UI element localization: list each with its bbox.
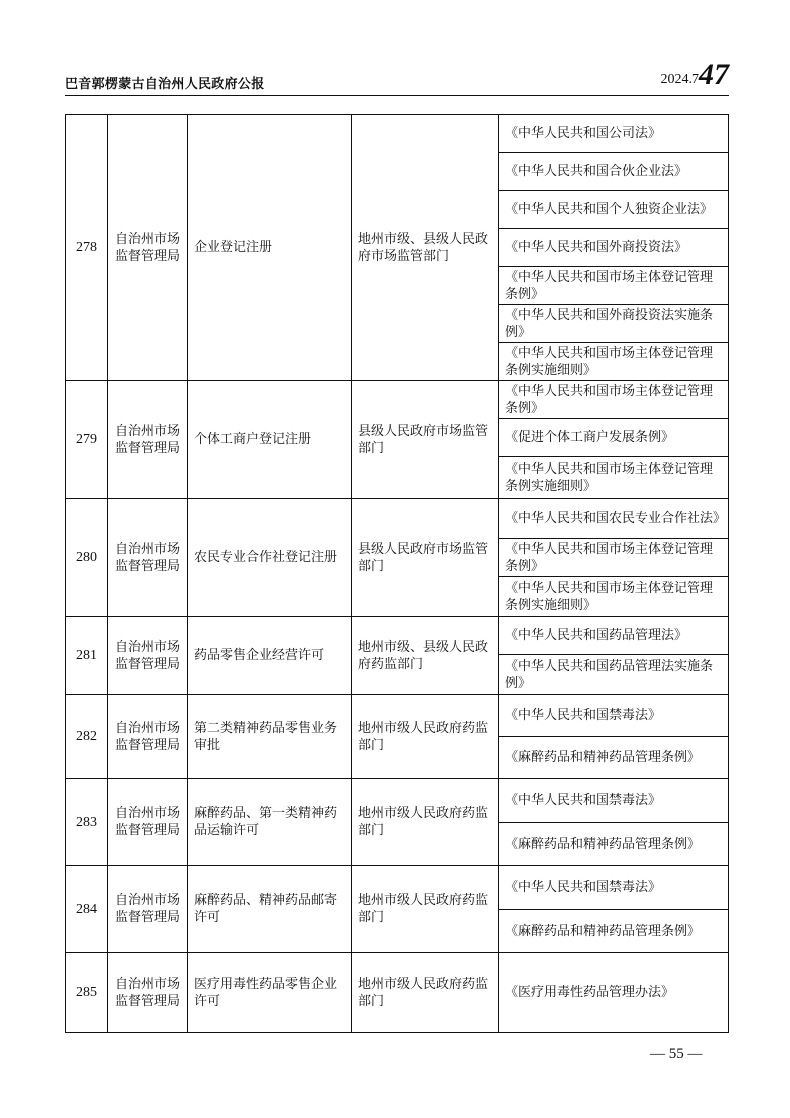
issue-date: 2024.7	[660, 72, 699, 87]
row-number: 279	[66, 381, 108, 499]
approval-item: 第二类精神药品零售业务审批	[188, 695, 352, 779]
legal-basis: 《中华人民共和国市场主体登记管理条例实施细则》	[499, 457, 729, 499]
row-number: 284	[66, 866, 108, 953]
table-row	[66, 115, 729, 153]
legal-basis: 《中华人民共和国市场主体登记管理条例》	[499, 381, 729, 419]
row-number: 285	[66, 953, 108, 1033]
row-number: 283	[66, 779, 108, 866]
table-row	[66, 381, 729, 419]
legal-basis: 《医疗用毒性药品管理办法》	[499, 953, 729, 1033]
table-row	[66, 499, 729, 539]
legal-basis: 《中华人民共和国公司法》	[499, 115, 729, 153]
bulletin-title: 巴音郭楞蒙古自治州人民政府公报	[65, 77, 265, 92]
implementing-body: 县级人民政府市场监管部门	[352, 381, 499, 499]
department: 自治州市场监督管理局	[108, 617, 188, 695]
department: 自治州市场监督管理局	[108, 866, 188, 953]
issue-number: 47	[699, 58, 729, 91]
department: 自治州市场监督管理局	[108, 115, 188, 381]
department: 自治州市场监督管理局	[108, 695, 188, 779]
department: 自治州市场监督管理局	[108, 779, 188, 866]
implementing-body: 地州市级、县级人民政府药监部门	[352, 617, 499, 695]
legal-basis: 《中华人民共和国禁毒法》	[499, 866, 729, 910]
department: 自治州市场监督管理局	[108, 953, 188, 1033]
page-header	[65, 58, 729, 94]
legal-basis: 《中华人民共和国合伙企业法》	[499, 153, 729, 191]
implementing-body: 地州市级人民政府药监部门	[352, 953, 499, 1033]
row-number: 281	[66, 617, 108, 695]
legal-basis: 《中华人民共和国市场主体登记管理条例实施细则》	[499, 343, 729, 381]
legal-basis: 《麻醉药品和精神药品管理条例》	[499, 823, 729, 866]
legal-basis: 《中华人民共和国市场主体登记管理条例实施细则》	[499, 577, 729, 617]
header-divider	[65, 95, 729, 96]
legal-basis: 《中华人民共和国市场主体登记管理条例》	[499, 539, 729, 577]
legal-basis: 《中华人民共和国禁毒法》	[499, 695, 729, 737]
legal-basis: 《中华人民共和国禁毒法》	[499, 779, 729, 823]
legal-basis: 《麻醉药品和精神药品管理条例》	[499, 737, 729, 779]
table-row	[66, 779, 729, 823]
implementing-body: 地州市级人民政府药监部门	[352, 866, 499, 953]
legal-basis: 《中华人民共和国药品管理法实施条例》	[499, 655, 729, 695]
approval-items-table	[65, 114, 729, 1033]
legal-basis: 《中华人民共和国外商投资法实施条例》	[499, 305, 729, 343]
implementing-body: 地州市级、县级人民政府市场监管部门	[352, 115, 499, 381]
table-row	[66, 617, 729, 655]
approval-item: 麻醉药品、精神药品邮寄许可	[188, 866, 352, 953]
approval-item: 农民专业合作社登记注册	[188, 499, 352, 617]
legal-basis: 《中华人民共和国农民专业合作社法》	[499, 499, 729, 539]
department: 自治州市场监督管理局	[108, 499, 188, 617]
table-row	[66, 695, 729, 737]
page-number: — 55 —	[650, 1046, 703, 1062]
implementing-body: 地州市级人民政府药监部门	[352, 779, 499, 866]
approval-item: 个体工商户登记注册	[188, 381, 352, 499]
approval-item: 企业登记注册	[188, 115, 352, 381]
legal-basis: 《中华人民共和国市场主体登记管理条例》	[499, 267, 729, 305]
implementing-body: 县级人民政府市场监管部门	[352, 499, 499, 617]
department: 自治州市场监督管理局	[108, 381, 188, 499]
legal-basis: 《中华人民共和国外商投资法》	[499, 229, 729, 267]
legal-basis: 《中华人民共和国药品管理法》	[499, 617, 729, 655]
legal-basis: 《麻醉药品和精神药品管理条例》	[499, 910, 729, 953]
legal-basis: 《中华人民共和国个人独资企业法》	[499, 191, 729, 229]
row-number: 278	[66, 115, 108, 381]
table-row	[66, 953, 729, 1033]
row-number: 282	[66, 695, 108, 779]
table-row	[66, 866, 729, 910]
legal-basis: 《促进个体工商户发展条例》	[499, 419, 729, 457]
implementing-body: 地州市级人民政府药监部门	[352, 695, 499, 779]
approval-item: 医疗用毒性药品零售企业许可	[188, 953, 352, 1033]
approval-item: 麻醉药品、第一类精神药品运输许可	[188, 779, 352, 866]
row-number: 280	[66, 499, 108, 617]
approval-item: 药品零售企业经营许可	[188, 617, 352, 695]
